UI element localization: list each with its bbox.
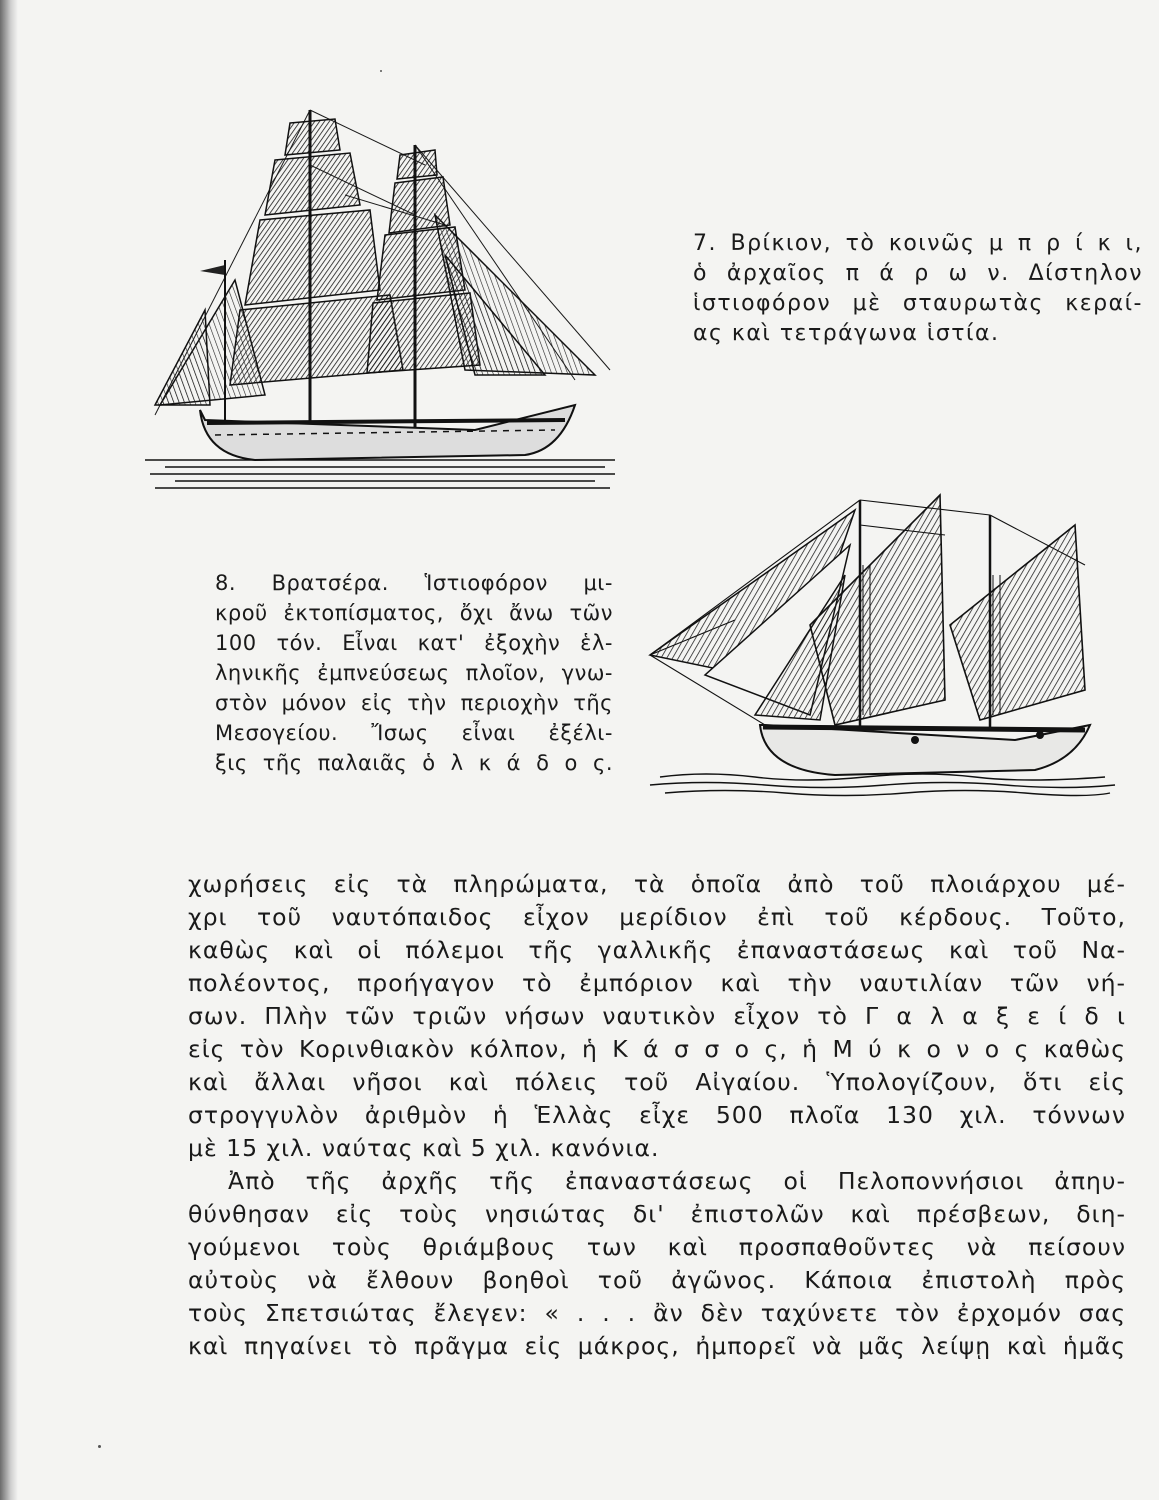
caption-line: ξις τῆς παλαιᾶς ὁ λ κ ά δ ο ς. <box>215 751 613 775</box>
caption-line: 7. Βρίκιον, τὸ κοινῶς μ π ρ ί κ ι, <box>693 231 1143 256</box>
caption-line: ὁ ἀρχαῖος π ά ρ ω ν. Δίστηλον <box>693 261 1143 286</box>
body-line: καὶ πηγαίνει τὸ πρᾶγμα εἰς μάκρος, ἠμπορεῖ νὰ μᾶς λείψῃ καὶ ἡμᾶς <box>188 1332 1126 1360</box>
caption-line: ας καὶ τετράγωνα ἱστία. <box>693 321 1000 346</box>
caption-line: 100 τόν. Εἶναι κατ' ἐξοχὴν ἑλ- <box>215 631 613 655</box>
caption-line: κροῦ ἐκτοπίσματος, ὄχι ἄνω τῶν <box>215 601 613 625</box>
paper-speck <box>98 1445 101 1448</box>
caption-line: ληνικῆς ἐμπνεύσεως πλοῖον, γνω- <box>215 661 613 685</box>
body-line: χρι τοῦ ναυτόπαιδος εἶχον μερίδιον ἐπὶ τοῦ κέρδους. Τοῦτο, <box>188 903 1126 931</box>
caption-line: ἱστιοφόρον μὲ σταυρωτὰς κεραί- <box>693 291 1143 316</box>
body-line: εἰς τὸν Κορινθιακὸν κόλπον, ἡ Κ ά σ σ ο ς, ἡ Μ ύ κ ο ν ο ς καθὼς <box>188 1035 1126 1063</box>
figure-7-caption <box>693 229 1143 349</box>
body-line: αὐτοὺς νὰ ἔλθουν βοηθοὶ τοῦ ἀγῶνος. Κάποια ἐπιστολὴ πρὸς <box>188 1266 1126 1294</box>
body-line: τοὺς Σπετσιώτας ἔλεγεν: « . . . ἂν δὲν ταχύνετε τὸν ἐρχομόν σας <box>188 1299 1126 1327</box>
caption-line: 8. Βρατσέρα. Ἱστιοφόρον μι- <box>215 571 613 595</box>
paper-speck <box>380 70 382 72</box>
body-line: γούμενοι τοὺς θριάμβους των καὶ προσπαθοῦντες νὰ πείσουν <box>188 1233 1126 1261</box>
body-line: στρογγυλὸν ἀριθμὸν ἡ Ἑλλὰς εἶχε 500 πλοῖα 130 χιλ. τόννων <box>188 1101 1126 1129</box>
body-line: χωρήσεις εἰς τὰ πληρώματα, τὰ ὁποῖα ἀπὸ τοῦ πλοιάρχου μέ- <box>188 870 1126 898</box>
body-line: καθὼς καὶ οἱ πόλεμοι τῆς γαλλικῆς ἐπαναστάσεως καὶ τοῦ Να- <box>188 936 1126 964</box>
body-line: καὶ ἄλλαι νῆσοι καὶ πόλεις τοῦ Αἰγαίου. Ὑπολογίζουν, ὅτι εἰς <box>188 1068 1126 1096</box>
body-text <box>188 868 1126 1363</box>
figure-8-caption <box>215 568 613 778</box>
bratsera-ship-illustration <box>645 485 1120 805</box>
brig-ship-illustration <box>145 105 620 495</box>
body-line: πολέοντος, προήγαγον τὸ ἐμπόριον καὶ τὴν ναυτιλίαν τῶν νή- <box>188 969 1126 997</box>
caption-line: στὸν μόνον εἰς τὴν περιοχὴν τῆς <box>215 691 613 715</box>
body-line: μὲ 15 χιλ. ναύτας καὶ 5 χιλ. κανόνια. <box>188 1134 660 1162</box>
body-line: σων. Πλὴν τῶν τριῶν νήσων ναυτικὸν εἶχον τὸ Γ α λ α ξ ε ί δ ι <box>188 1002 1126 1030</box>
body-line: θύνθησαν εἰς τοὺς νησιώτας δι' ἐπιστολῶν καὶ πρέσβεων, διη- <box>188 1200 1126 1228</box>
page-edge-shadow <box>0 0 18 1500</box>
body-line: Ἀπὸ τῆς ἀρχῆς τῆς ἐπαναστάσεως οἱ Πελοποννήσιοι ἀπηυ- <box>228 1167 1126 1195</box>
caption-line: Μεσογείου. Ἴσως εἶναι ἐξέλι- <box>215 721 613 745</box>
